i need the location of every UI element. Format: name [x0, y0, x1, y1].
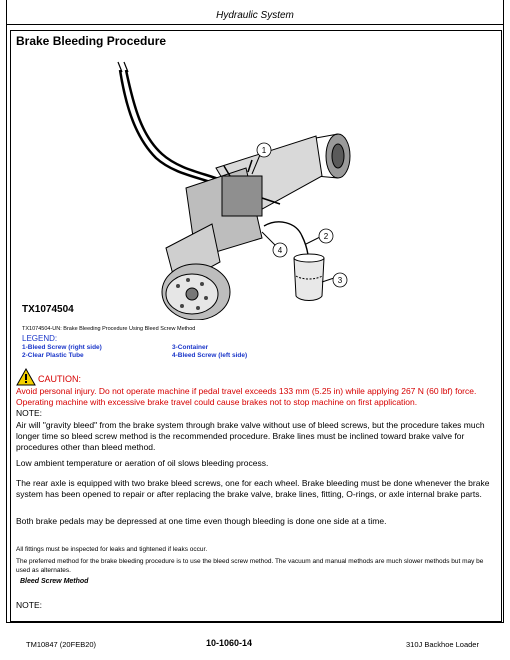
- note-fittings: All fittings must be inspected for leaks and tightened if leaks occur.: [16, 546, 208, 553]
- paragraph-ambient: Low ambient temperature or aeration of oil slows bleeding process.: [16, 458, 269, 468]
- legend-title: LEGEND:: [22, 334, 58, 343]
- paragraph-rear-axle: The rear axle is equipped with two brake bleed screws, one for each wheel. Brake bleeding must be done whenever the brake system has been opened to repair or after replacing the brake valve, brake lines, fitting, O-rings, or axle internal brake parts.: [16, 478, 490, 499]
- caution-block: [16, 368, 496, 419]
- svg-text:2: 2: [323, 232, 329, 241]
- callout-4: [273, 243, 287, 257]
- legend-item-2: 2-Clear Plastic Tube: [22, 352, 84, 359]
- footer-model: 310J Backhoe Loader: [406, 640, 479, 649]
- svg-text:1: 1: [261, 146, 267, 155]
- warning-triangle-icon: [16, 368, 36, 386]
- legend-item-1: 1-Bleed Screw (right side): [22, 344, 102, 351]
- note-preferred-method: The preferred method for the brake bleeding procedure is to use the bleed screw method. The vacuum and manual methods are much slower methods but may be used as alternates.: [16, 558, 484, 574]
- paragraph-gravity-bleed: Air will "gravity bleed" from the brake system through brake valve without use of bleed screws, but the procedure takes much longer time so bleed screw method is the recommended procedure. Brake lines must be inclined toward brake valve for procedures other than bleed method.: [16, 420, 485, 452]
- callout-3: [333, 273, 347, 287]
- svg-text:4: 4: [277, 246, 283, 255]
- caution-note: NOTE:: [16, 408, 42, 418]
- caution-label: CAUTION:: [38, 374, 82, 384]
- figure-id: TX1074504: [22, 304, 74, 315]
- note-label: NOTE:: [16, 600, 42, 610]
- bleed-screw-method-label: Bleed Screw Method: [20, 578, 89, 585]
- callout-2: [319, 229, 333, 243]
- figure-caption: TX1074504-UN: Brake Bleeding Procedure Using Bleed Screw Method: [22, 326, 196, 332]
- axle-illustration: [16, 48, 376, 320]
- section-title: Brake Bleeding Procedure: [16, 34, 167, 48]
- legend: [22, 334, 322, 359]
- legend-item-4: 4-Bleed Screw (left side): [172, 352, 248, 359]
- svg-text:3: 3: [337, 276, 343, 285]
- legend-item-3: 3-Container: [172, 344, 209, 351]
- callout-1: [257, 143, 271, 157]
- footer-doc-id: TM10847 (20FEB20): [26, 640, 97, 649]
- paragraph-pedals: Both brake pedals may be depressed at one time even though bleeding is done one side at a time.: [16, 516, 387, 526]
- caution-text: Avoid personal injury. Do not operate machine if pedal travel exceeds 133 mm (5.25 in) while applying 267 N (60 lbf) force. Operating machine with excessive brake travel could cause brakes not to stop machine on first application.: [16, 386, 477, 407]
- header-title: Hydraulic System: [216, 10, 294, 21]
- header-rule: [6, 24, 504, 25]
- footer-page-number: 10-1060-14: [206, 638, 253, 648]
- footer-rule: [6, 622, 504, 623]
